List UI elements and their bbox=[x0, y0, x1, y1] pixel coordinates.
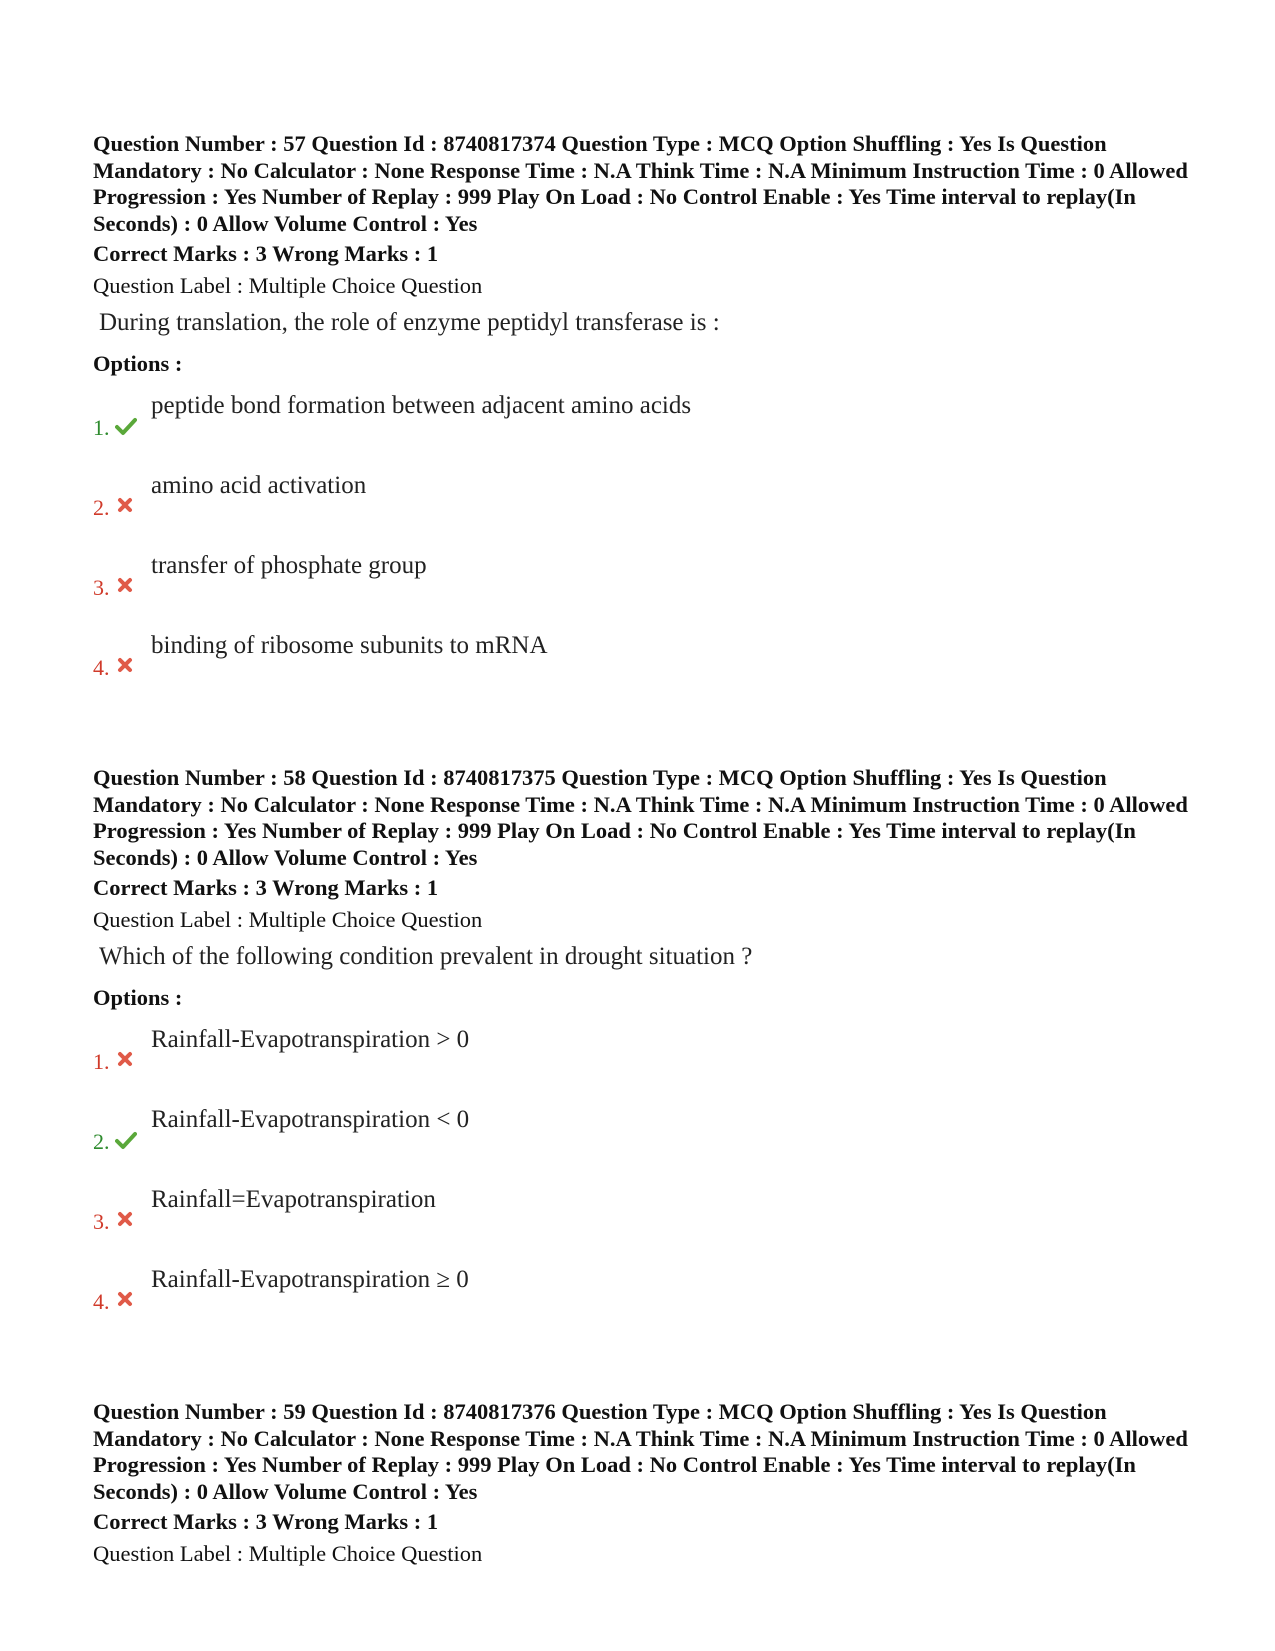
question-label: Question Label : Multiple Choice Question bbox=[93, 1541, 483, 1566]
option-number: 2. bbox=[93, 495, 110, 520]
option-number: 1. bbox=[93, 1049, 110, 1074]
option-4 bbox=[93, 1251, 1193, 1331]
question-marks: Correct Marks : 3 Wrong Marks : 1 bbox=[93, 241, 439, 266]
question-label: Question Label : Multiple Choice Question bbox=[93, 907, 483, 932]
option-text: amino acid activation bbox=[151, 472, 367, 499]
question-58 bbox=[93, 765, 1193, 1331]
option-text: Rainfall=Evapotranspiration bbox=[151, 1186, 436, 1213]
options-heading: Options : bbox=[93, 351, 183, 376]
question-meta: Question Number : 59 Question Id : 8740817376 Question Type : MCQ Option Shuffling : Yes Is Question Mandatory : No Calculator : None Response Time : N.A Think Time : N.A Minimum Instruction Time : 0 Allowed Progression : Yes Number of Replay : 999 Play On Load : No Control Enable : Yes Time interval to replay(In Seconds) : 0 Allow Volume Control : Yes bbox=[93, 1399, 1188, 1504]
question-marks: Correct Marks : 3 Wrong Marks : 1 bbox=[93, 1509, 439, 1534]
question-text: During translation, the role of enzyme peptidyl transferase is : bbox=[99, 309, 720, 336]
option-2 bbox=[93, 457, 1193, 537]
option-2 bbox=[93, 1091, 1193, 1171]
question-marks: Correct Marks : 3 Wrong Marks : 1 bbox=[93, 875, 439, 900]
question-paper-page bbox=[93, 131, 1193, 1635]
options-heading: Options : bbox=[93, 985, 183, 1010]
option-4 bbox=[93, 617, 1193, 697]
question-text: Which of the following condition prevalent in drought situation ? bbox=[99, 943, 753, 970]
option-text: Rainfall-Evapotranspiration ≥ 0 bbox=[151, 1266, 469, 1293]
option-text: Rainfall-Evapotranspiration > 0 bbox=[151, 1026, 470, 1053]
cross-icon bbox=[115, 655, 137, 677]
option-3 bbox=[93, 1171, 1193, 1251]
options-list bbox=[93, 377, 1193, 697]
question-meta: Question Number : 57 Question Id : 8740817374 Question Type : MCQ Option Shuffling : Yes Is Question Mandatory : No Calculator : None Response Time : N.A Think Time : N.A Minimum Instruction Time : 0 Allowed Progression : Yes Number of Replay : 999 Play On Load : No Control Enable : Yes Time interval to replay(In Seconds) : 0 Allow Volume Control : Yes bbox=[93, 131, 1188, 236]
option-text: peptide bond formation between adjacent amino acids bbox=[151, 392, 692, 419]
check-icon bbox=[115, 1129, 137, 1151]
option-1 bbox=[93, 377, 1193, 457]
option-3 bbox=[93, 537, 1193, 617]
option-number: 3. bbox=[93, 1209, 110, 1234]
cross-icon bbox=[115, 575, 137, 597]
option-text: binding of ribosome subunits to mRNA bbox=[151, 632, 548, 659]
options-list bbox=[93, 1011, 1193, 1331]
option-text: transfer of phosphate group bbox=[151, 552, 427, 579]
cross-icon bbox=[115, 1289, 137, 1311]
cross-icon bbox=[115, 1049, 137, 1071]
option-1 bbox=[93, 1011, 1193, 1091]
cross-icon bbox=[115, 495, 137, 517]
question-label: Question Label : Multiple Choice Question bbox=[93, 273, 483, 298]
question-meta: Question Number : 58 Question Id : 8740817375 Question Type : MCQ Option Shuffling : Yes Is Question Mandatory : No Calculator : None Response Time : N.A Think Time : N.A Minimum Instruction Time : 0 Allowed Progression : Yes Number of Replay : 999 Play On Load : No Control Enable : Yes Time interval to replay(In Seconds) : 0 Allow Volume Control : Yes bbox=[93, 765, 1188, 870]
option-text: Rainfall-Evapotranspiration < 0 bbox=[151, 1106, 470, 1133]
check-icon bbox=[115, 415, 137, 437]
option-number: 4. bbox=[93, 1289, 110, 1314]
option-number: 2. bbox=[93, 1129, 110, 1154]
option-number: 1. bbox=[93, 415, 110, 440]
option-number: 3. bbox=[93, 575, 110, 600]
option-number: 4. bbox=[93, 655, 110, 680]
question-57 bbox=[93, 131, 1193, 697]
cross-icon bbox=[115, 1209, 137, 1231]
question-59 bbox=[93, 1399, 1193, 1567]
